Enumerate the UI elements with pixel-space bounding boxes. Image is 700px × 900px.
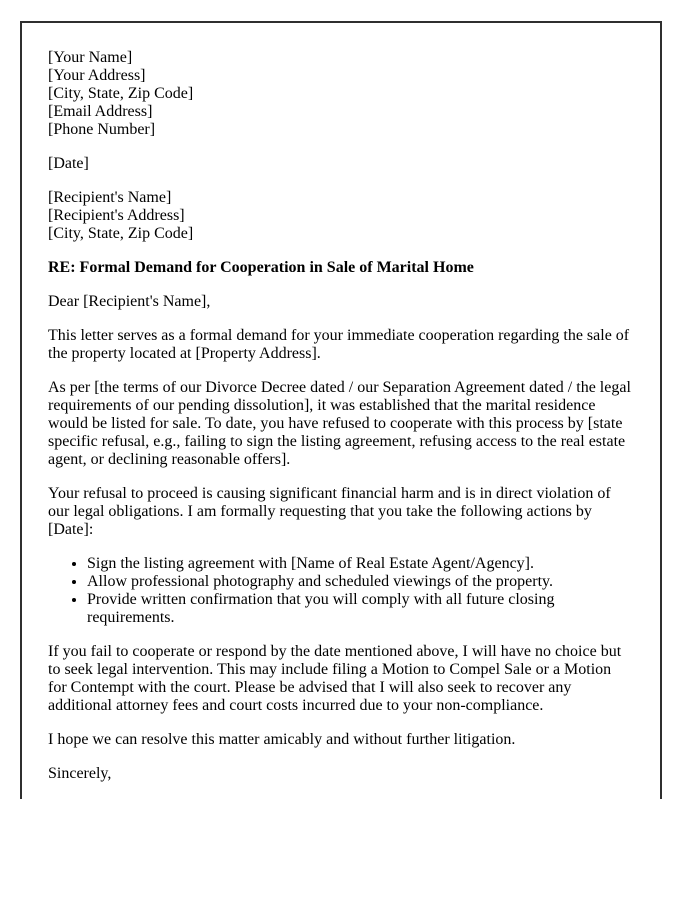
paragraph-line: specific refusal, e.g., failing to sign the listing agreement, refusing access to the real estate bbox=[48, 433, 626, 450]
salutation bbox=[48, 293, 636, 311]
paragraph-line: additional attorney fees and court costs incurred due to your non-compliance. bbox=[48, 697, 544, 714]
paragraph-line: our legal obligations. I am formally requesting that you take the following actions by bbox=[48, 503, 592, 520]
signoff bbox=[48, 765, 636, 783]
paragraph-line: If you fail to cooperate or respond by the date mentioned above, I will have no choice but bbox=[48, 643, 622, 660]
recipient-name: [Recipient's Name] bbox=[48, 189, 172, 206]
paragraph-line: the property located at [Property Address]. bbox=[48, 345, 321, 362]
paragraph-agreement-terms bbox=[48, 379, 636, 469]
paragraph-line: agent, or declining reasonable offers]. bbox=[48, 451, 291, 468]
paragraph-line: to seek legal intervention. This may include filing a Motion to Compel Sale or a Motion bbox=[48, 661, 612, 678]
date-placeholder: [Date] bbox=[48, 155, 89, 172]
paragraph-line: for Contempt with the court. Please be advised that I will also seek to recover any bbox=[48, 679, 572, 696]
list-item bbox=[48, 555, 636, 573]
demand-actions-list bbox=[48, 555, 636, 627]
sender-email: [Email Address] bbox=[48, 103, 153, 120]
subject-line bbox=[48, 259, 636, 277]
sender-name: [Your Name] bbox=[48, 49, 133, 66]
list-item-text: Allow professional photography and scheduled viewings of the property. bbox=[87, 573, 553, 590]
subject-text: RE: Formal Demand for Cooperation in Sale of Marital Home bbox=[48, 259, 474, 276]
date-block bbox=[48, 155, 636, 173]
paragraph-line: I hope we can resolve this matter amicably and without further litigation. bbox=[48, 731, 516, 748]
list-item-text: Sign the listing agreement with [Name of Real Estate Agent/Agency]. bbox=[87, 555, 534, 572]
paragraph-line: requirements of our pending dissolution], it was established that the marital residence bbox=[48, 397, 596, 414]
recipient-address-block bbox=[48, 189, 636, 243]
paragraph-line: This letter serves as a formal demand for your immediate cooperation regarding the sale of bbox=[48, 327, 630, 344]
list-item-text: requirements. bbox=[87, 609, 175, 626]
paragraph-intro bbox=[48, 327, 636, 363]
salutation-text: Dear [Recipient's Name], bbox=[48, 293, 211, 310]
sender-address: [Your Address] bbox=[48, 67, 146, 84]
paragraph-line: Your refusal to proceed is causing significant financial harm and is in direct violation of bbox=[48, 485, 611, 502]
paragraph-line: As per [the terms of our Divorce Decree dated / our Separation Agreement dated / the legal bbox=[48, 379, 631, 396]
paragraph-amicable-hope bbox=[48, 731, 636, 749]
sender-address-block bbox=[48, 49, 636, 139]
list-item-text: Provide written confirmation that you will comply with all future closing bbox=[87, 591, 555, 608]
sender-phone: [Phone Number] bbox=[48, 121, 156, 138]
signoff-text: Sincerely, bbox=[48, 765, 112, 782]
list-item bbox=[48, 591, 636, 627]
recipient-city-state-zip: [City, State, Zip Code] bbox=[48, 225, 194, 242]
sender-city-state-zip: [City, State, Zip Code] bbox=[48, 85, 194, 102]
paragraph-consequences bbox=[48, 643, 636, 715]
list-item bbox=[48, 573, 636, 591]
paragraph-demand bbox=[48, 485, 636, 539]
paragraph-line: would be listed for sale. To date, you have refused to cooperate with this process by [state bbox=[48, 415, 623, 432]
recipient-address: [Recipient's Address] bbox=[48, 207, 185, 224]
letter-border-frame bbox=[20, 21, 662, 799]
paragraph-line: [Date]: bbox=[48, 521, 94, 538]
